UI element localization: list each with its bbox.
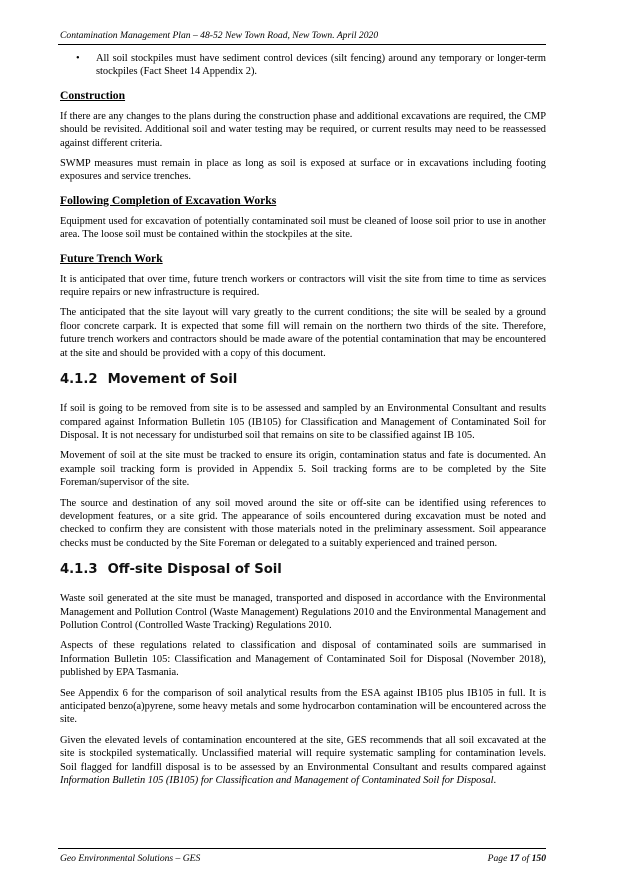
paragraph: See Appendix 6 for the comparison of soil analytical results from the ESA against IB105 plus IB105 in full. It is anticipated benzo(a)pyrene, some heavy metals and some hydrocarbon contamination will be encountered across the site. (60, 687, 546, 726)
paragraph: Movement of soil at the site must be tracked to ensure its origin, contamination status and fate is documented. An example soil tracking form is provided in Appendix 5. Soil tracking forms are to be completed by the Site Foreman/supervisor of the site. (60, 450, 546, 489)
paragraph: The anticipated that the site layout will vary greatly to the current conditions; the site will be sealed by a ground floor concrete carpark. It is expected that some fill will remain on the northern two thirds of the site. Therefore, future trench workers and contractors should be made aware of the potential contamination that may be encountered at the site and should be provided with a copy of this document. (60, 307, 546, 359)
page-sep: of (519, 853, 532, 864)
footer-divider (58, 848, 546, 849)
paragraph: If soil is going to be removed from site is to be assessed and sampled by an Environmental Consultant and results compared against Information Bulletin 105 (IB105) for Classification and Management of Contaminated Soil for Disposal. It is not necessary for undisturbed soil that remains on site to be classified against IB 105. (60, 403, 546, 441)
paragraph: The source and destination of any soil moved around the site or off-site can be identified using references to development features, or a site grid. The appearance of soils encountered during excavation must be noted and checked to confirm they are consistent with those materials noted in the preliminary assessment. Soil appearance checks must be conducted by the Site Foreman or delegated to a suitably experienced and trained person. (60, 497, 546, 549)
section-heading-disposal (60, 562, 546, 578)
footer-company: Geo Environmental Solutions – GES (60, 853, 201, 864)
future-trench-heading: Future Trench Work (60, 251, 163, 265)
page-total: 150 (531, 853, 546, 864)
page-label: Page (487, 853, 510, 864)
paragraph-text: Given the elevated levels of contamination encountered at the site, GES recommends that all soil excavated at the site is stockpiled systematically. Unclassified material will require systematic sampling for contamination levels. Soil flagged for landfill disposal is to be assessed by an Environmental Consultant and results compared against (60, 734, 546, 773)
bulletin-reference: Information Bulletin 105 (IB105) for Classification and Management of Contaminated Soil for Disposal (60, 775, 494, 787)
paragraph: Waste soil generated at the site must be managed, transported and disposed in accordance with the Environmental Management and Pollution Control (Waste Management) Regulations 2010 and the Environmental Management and Pollution Control (Controlled Waste Tracking) Regulations 2010. (60, 593, 546, 631)
section-number: 4.1.3 (60, 562, 98, 578)
construction-heading: Construction (60, 88, 126, 102)
bullet-icon: • (76, 53, 80, 64)
header-divider (58, 44, 546, 45)
list-item-text: All soil stockpiles must have sediment control devices (silt fencing) around any temporary or longer-term stockpiles (Fact Sheet 14 Appendix 2). (96, 53, 546, 78)
paragraph (60, 734, 546, 788)
page-current: 17 (509, 853, 520, 864)
paragraph: SWMP measures must remain in place as long as soil is exposed at surface or in excavations including footing exposures and service trenches. (60, 158, 546, 183)
paragraph: Equipment used for excavation of potentially contaminated soil must be cleaned of loose soil prior to use in another area. The loose soil must be contained within the stockpiles at the site. (60, 215, 546, 241)
list-item (60, 52, 546, 79)
section-heading-movement (60, 372, 546, 388)
paragraph: Aspects of these regulations related to classification and disposal of contaminated soils are summarised in Information Bulletin 105: Classification and Management of Contaminated Soil for Disposal (November 2018), published by EPA Tasmania. (60, 640, 546, 679)
paragraph-end: . (493, 775, 497, 787)
section-title: Off-site Disposal of Soil (107, 562, 282, 578)
following-completion-heading: Following Completion of Excavation Works (60, 193, 277, 207)
page-body (60, 52, 546, 794)
section-title: Movement of Soil (107, 372, 238, 388)
page-header-title: Contamination Management Plan – 48-52 New Town Road, New Town. April 2020 (60, 30, 379, 41)
paragraph: It is anticipated that over time, future trench workers or contractors will visit the site from time to time as services require repairs or new infrastructure is required. (60, 273, 546, 299)
paragraph: If there are any changes to the plans during the construction phase and additional excavations are required, the CMP should be revisited. Additional soil and water testing may be required, or current results may need to be reassessed against different criteria. (60, 110, 546, 149)
page-number (488, 853, 546, 864)
section-number: 4.1.2 (60, 372, 98, 388)
